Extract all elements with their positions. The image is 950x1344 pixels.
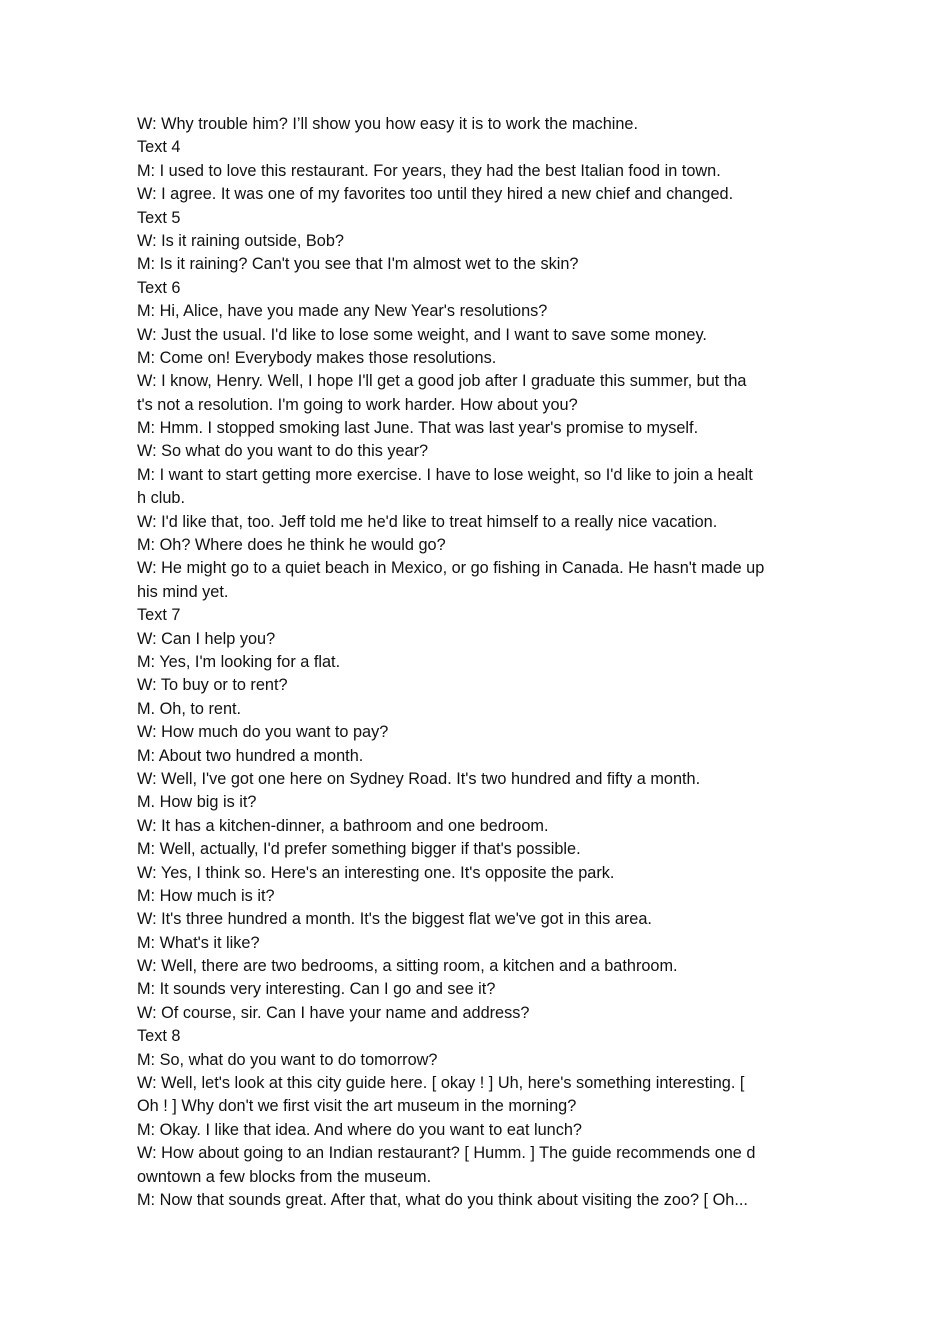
text-line: W: Just the usual. I'd like to lose some weight, and I want to save some money. <box>137 325 707 344</box>
text-line: M: Yes, I'm looking for a flat. <box>137 652 341 671</box>
text-line: W: How much do you want to pay? <box>137 723 389 742</box>
text-line: W: Can I help you? <box>137 629 276 648</box>
text-line: Text 4 <box>137 138 181 157</box>
text-line: M: Is it raining? Can't you see that I'm almost wet to the skin? <box>137 255 579 274</box>
text-line: M: So, what do you want to do tomorrow? <box>137 1050 438 1069</box>
text-line: M: Okay. I like that idea. And where do you want to eat lunch? <box>137 1120 582 1139</box>
text-line: his mind yet. <box>137 582 229 601</box>
text-line: M: How much is it? <box>137 886 275 905</box>
text-line: W: He might go to a quiet beach in Mexico, or go fishing in Canada. He hasn't made up <box>137 559 765 578</box>
text-line: Oh ! ] Why don't we first visit the art museum in the morning? <box>137 1097 577 1116</box>
text-line: W: To buy or to rent? <box>137 676 288 695</box>
document-page <box>137 113 817 1212</box>
text-line: W: Why trouble him? I’ll show you how easy it is to work the machine. <box>137 115 638 133</box>
text-line: W: Is it raining outside, Bob? <box>137 231 344 250</box>
text-line: Text 5 <box>137 208 181 227</box>
text-line: W: Well, I've got one here on Sydney Road. It's two hundred and fifty a month. <box>137 769 701 788</box>
text-line: W: I agree. It was one of my favorites too until they hired a new chief and changed. <box>137 185 734 204</box>
text-line: Text 6 <box>137 278 181 297</box>
text-line: t's not a resolution. I'm going to work harder. How about you? <box>137 395 578 414</box>
text-line: W: I'd like that, too. Jeff told me he'd like to treat himself to a really nice vacation. <box>137 512 718 531</box>
text-line: W: How about going to an Indian restaurant? [ Humm. ] The guide recommends one d <box>137 1144 756 1163</box>
text-line: Text 8 <box>137 1027 181 1046</box>
text-line: M: Now that sounds great. After that, what do you think about visiting the zoo? [ Oh... <box>137 1190 748 1209</box>
text-line: W: I know, Henry. Well, I hope I'll get a good job after I graduate this summer, but tha <box>137 372 747 391</box>
text-line: owntown a few blocks from the museum. <box>137 1167 432 1186</box>
text-line: M: What's it like? <box>137 933 260 952</box>
text-line: M: Oh? Where does he think he would go? <box>137 536 446 555</box>
text-line: W: It has a kitchen-dinner, a bathroom and one bedroom. <box>137 816 549 835</box>
text-line: W: It's three hundred a month. It's the biggest flat we've got in this area. <box>137 910 652 929</box>
text-line: M: I want to start getting more exercise. I have to lose weight, so I'd like to join a healt <box>137 465 753 484</box>
text-line: M: It sounds very interesting. Can I go and see it? <box>137 980 496 999</box>
text-line: M: Hmm. I stopped smoking last June. That was last year's promise to myself. <box>137 419 699 438</box>
text-line: W: Of course, sir. Can I have your name and address? <box>137 1003 530 1022</box>
text-line: W: So what do you want to do this year? <box>137 442 429 461</box>
text-line: h club. <box>137 489 185 508</box>
text-line: W: Yes, I think so. Here's an interesting one. It's opposite the park. <box>137 863 615 882</box>
text-line: M: Come on! Everybody makes those resolutions. <box>137 348 497 367</box>
text-line: M: Hi, Alice, have you made any New Year's resolutions? <box>137 302 548 321</box>
text-line: M. How big is it? <box>137 793 257 812</box>
text-line: M: I used to love this restaurant. For years, they had the best Italian food in town. <box>137 161 721 180</box>
text-line: W: Well, there are two bedrooms, a sitting room, a kitchen and a bathroom. <box>137 957 678 976</box>
text-line: W: Well, let's look at this city guide here. [ okay ! ] Uh, here's something interesting. [ <box>137 1074 745 1093</box>
text-line: Text 7 <box>137 606 181 625</box>
text-line: M: About two hundred a month. <box>137 746 364 765</box>
text-line: M: Well, actually, I'd prefer something bigger if that's possible. <box>137 840 581 859</box>
text-line: M. Oh, to rent. <box>137 699 242 718</box>
